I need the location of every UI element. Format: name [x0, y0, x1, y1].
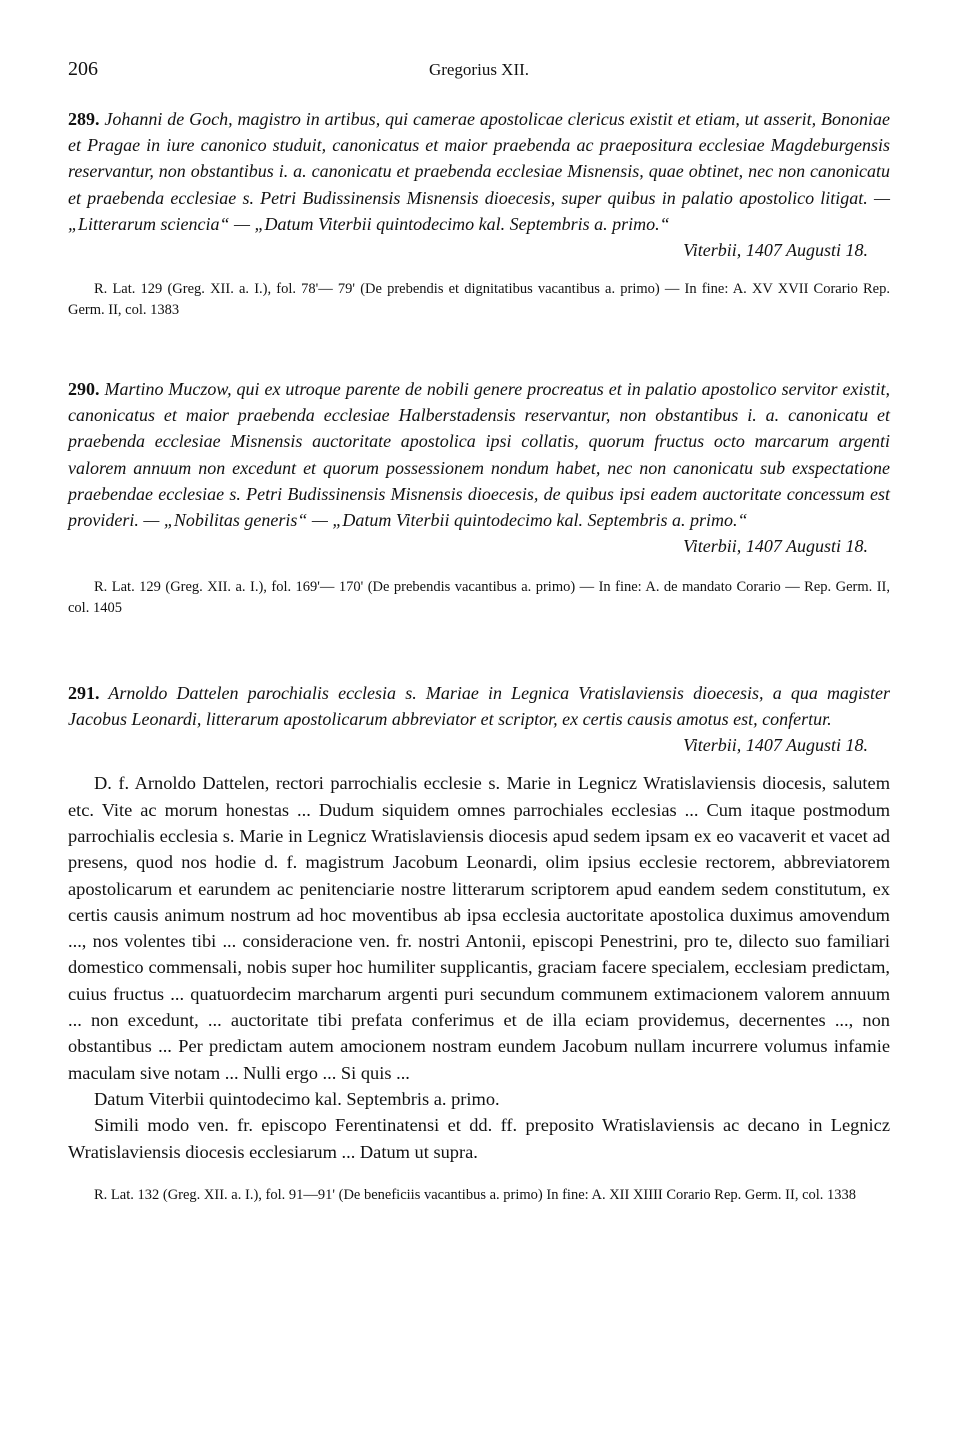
entry-291 — [68, 680, 890, 1206]
entry-number: 291. — [68, 683, 100, 703]
dateline — [68, 533, 890, 559]
dateline-date: 1407 Augusti 18. — [745, 536, 868, 557]
dateline-date: 1407 Augusti 18. — [745, 735, 868, 756]
regest-text: Arnoldo Dattelen parochialis ecclesia s. Mariae in Legnica Vratislaviensis dioecesis, a qua magister Jacobus Leonardi, litterarum apostolicarum abbreviator et scriptor, ex certis causis amotus est, confertur. — [68, 683, 890, 730]
source-note: R. Lat. 129 (Greg. XII. a. I.), fol. 169'— 170' (De prebendis vacantibus a. primo) — In fine: A. de mandato Corario — Rep. Germ. II, col. 1405 — [68, 579, 890, 617]
entry-regest — [68, 376, 890, 533]
regest-text: Johanni de Goch, magistro in artibus, qui camerae apostolicae clericus existit et etiam, ut asserit, Bononiae et Pragae in iure canonico studuit, canonicatus et maior praebenda ac praepositura ecclesiae Magdeburgensis reservantur, non obstantibus i. a. canonicatu et praebenda ecclesiae Misnensis, quae obtinet, nec non canonicatu et praebenda ecclesiae s. Petri Budissinensis Misnensis dioecesis, super quibus in palatio apostolico litigat. — [68, 109, 891, 208]
running-title: Gregorius XII. — [428, 60, 530, 79]
letter-body: D. f. Arnoldo Dattelen, rectori parrochialis ecclesie s. Marie in Legnicz Wratislaviensis diocesis, salutem etc. Vite ac morum honestas ... Dudum siquidem omnes parrochiales ecclesias ... Cum itaque postmodum parrochialis ecclesia s. Marie in Legnicz Wratislaviensis diocesis apud sedem ipsam ex eo vacaverit et vacet ad presens, quod nos hodie d. f. magistrum Jacobum Leonardi, olim ipsius ecclesie rectorem, abbreviatorem apostolicarum et earundem ac penitenciarie nostre litterarum scriptorem apud eandem sedem constitutum, ex certis causis animum nostrum ad hoc moventibus ab ipsa ecclesia auctoritate apostolica duximus amovendum ..., nos volentes tibi ... consideracione ven. fr. nostri Antonii, episcopi Penestrini, pro te, dilecto suo familiari domestico commensali, nobis super hoc humiliter supplicantis, graciam facere specialem, ecclesiam predictam, cuius fructus ... quatuordecim marcharum argenti puri secundum communem extimacionem valorem annuum ... non excedunt, ... auctoritate tibi prefata conferimus et de illa eciam providemus, decernentes ..., non obstantibus ... Per predictam autem amocionem nostram eundem Jacobum nullam incurrere volumus infamie maculam sive notam ... Nulli ergo ... Si quis ... — [68, 773, 890, 1083]
entry-290 — [68, 376, 890, 619]
letter-datum: Datum Viterbii quintodecimo kal. Septembris a. primo. — [94, 1088, 500, 1109]
page-header — [68, 58, 890, 88]
entry-regest — [68, 680, 890, 732]
dateline-place: Viterbii, — [683, 536, 742, 557]
source-note: R. Lat. 132 (Greg. XII. a. I.), fol. 91—91' (De beneficiis vacantibus a. primo) In fine: A. XII XIIII Corario Rep. Germ. II, col. 1338 — [94, 1186, 857, 1203]
dateline — [68, 237, 890, 263]
page-number: 206 — [68, 58, 98, 80]
letter-simili: Simili modo ven. fr. episcopo Ferentinatensi et dd. ff. preposito Wratislaviensis ac decano in Legnicz Wratislaviensis diocesis ecclesiarum ... Datum ut supra. — [68, 1115, 890, 1162]
incipit-text: — „Nobilitas generis“ — „Datum Viterbii quintodecimo kal. Septembris a. primo.“ — [143, 510, 748, 531]
dateline-place: Viterbii, — [683, 240, 742, 261]
dateline-place: Viterbii, — [683, 735, 742, 756]
entry-number: 289. — [68, 109, 100, 129]
dateline — [68, 732, 890, 758]
incipit-text: — „Litterarum sciencia“ — „Datum Viterbii quintodecimo kal. Septembris a. primo.“ — [68, 187, 891, 234]
dateline-date: 1407 Augusti 18. — [745, 240, 868, 261]
regest-text: Martino Muczow, qui ex utroque parente de nobili genere procreatus et in palatio apostolico servitor existit, canonicatus et maior praebenda ecclesiae Halberstadensis reservantur, non obstantibus i. a. canonicatu et praebenda ecclesiae Misnensis auctoritate apostolica ipsi collatis, quorum fructus octo marcarum argenti valorem annuum non excedunt et quorum possessionem nondum habet, nec non canonicatu sub exspectatione praebendae ecclesiae s. Petri Budissinensis Misnensis dioecesis, de quibus ipsi eadem auctoritate concessum est provideri. — [68, 379, 891, 531]
entry-289 — [68, 106, 890, 321]
source-note: R. Lat. 129 (Greg. XII. a. I.), fol. 78'— 79' (De prebendis et dignitatibus vacantibus a. primo) — In fine: A. XV XVII Corario Rep. Germ. II, col. 1383 — [68, 281, 890, 319]
entry-regest — [68, 106, 890, 237]
entry-number: 290. — [68, 379, 100, 399]
